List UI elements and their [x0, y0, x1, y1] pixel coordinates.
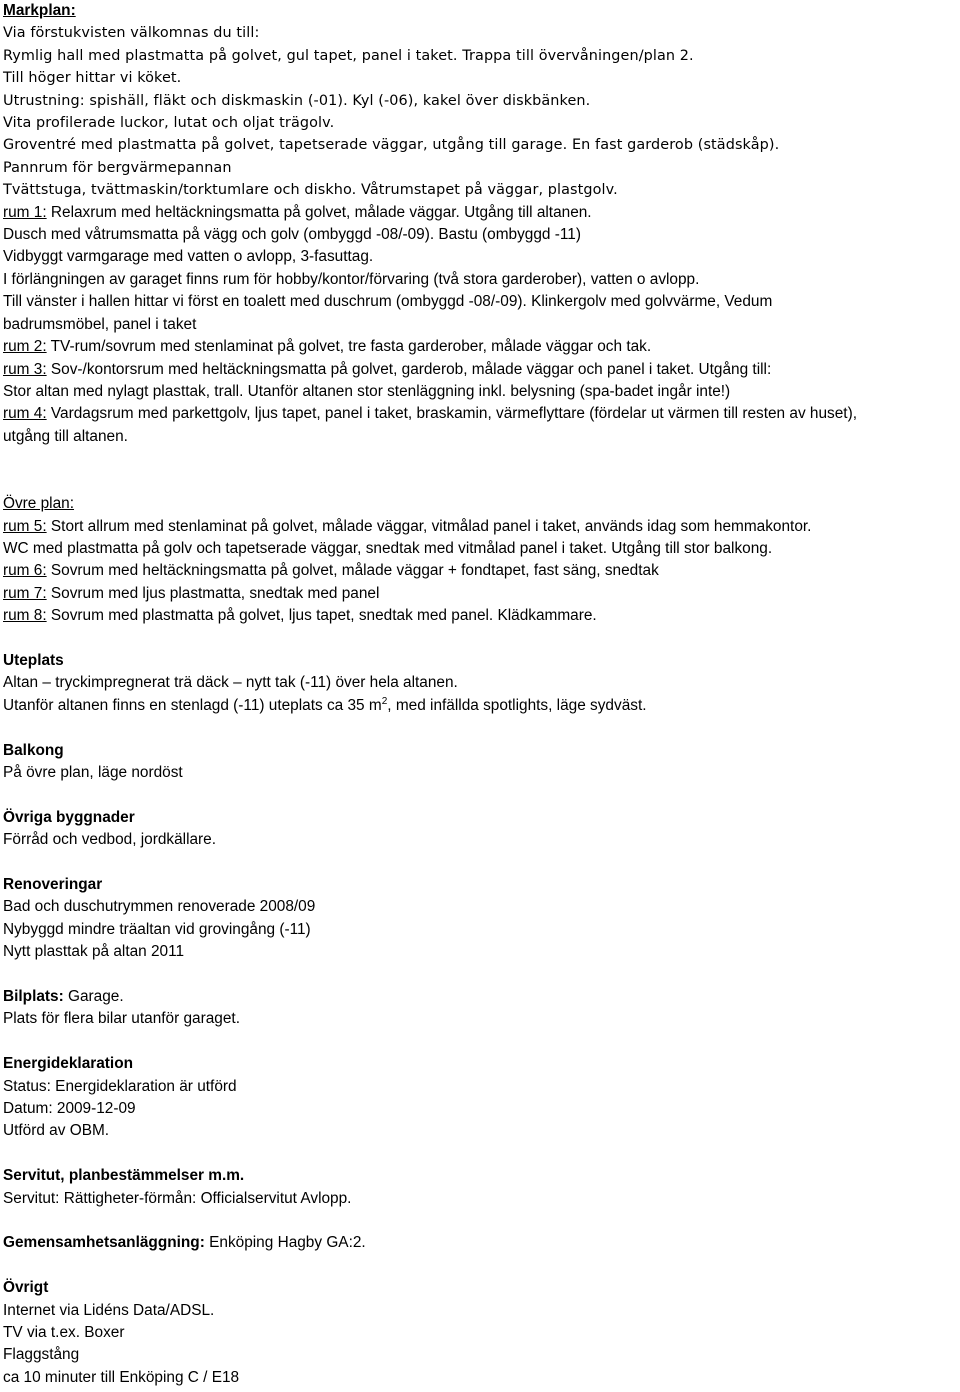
renoveringar-line-1: Bad och duschutrymmen renoverade 2008/09: [3, 898, 316, 916]
ovrigt-flaggstang: Flaggstång: [3, 1346, 80, 1364]
uteplats-line-2-b: , med infällda spotlights, läge sydväst.: [387, 696, 647, 714]
ovrigt-internet: Internet via Lidéns Data/ADSL.: [3, 1301, 215, 1319]
servitut-line-1: Servitut: Rättigheter-förmån: Officialservitut Avlopp.: [3, 1189, 352, 1207]
markplan-line-1: Via förstukvisten välkomnas du till:: [3, 25, 260, 42]
renoveringar-line-3: Nytt plasttak på altan 2011: [3, 943, 185, 961]
markplan-line-2: Rymlig hall med plastmatta på golvet, gul tapet, panel i taket. Trappa till övervåningen/plan 2.: [3, 47, 694, 64]
gemensamhet-value: Enköping Hagby GA:2.: [204, 1234, 366, 1252]
energideklaration-heading: Energideklaration: [3, 1055, 134, 1073]
rum-5-line: [3, 516, 958, 538]
section-spacer: [3, 964, 958, 986]
rum-3-text: Sov-/kontorsrum med heltäckningsmatta på golvet, garderob, målade väggar och panel i taket. Utgång till:: [46, 360, 772, 378]
rum-4-line: [3, 403, 958, 425]
rum-5-label: rum 5:: [3, 517, 47, 535]
markplan-line-4: Utrustning: spishäll, fläkt och diskmaskin (-01). Kyl (-06), kakel över diskbänken.: [3, 92, 591, 109]
uteplats-line-2-a: Utanför altanen finns en stenlagd (-11) uteplats ca 35 m: [3, 696, 382, 714]
rum-1-line: [3, 202, 958, 224]
markplan-line-11: I förlängningen av garaget finns rum för hobby/kontor/förvaring (två stora garderober), vatten o avlopp.: [3, 270, 700, 288]
markplan-line-5: Vita profilerade luckor, lutat och oljat trägolv.: [3, 115, 335, 132]
bilplats-value: Garage.: [63, 987, 124, 1005]
rum-2-line: [3, 336, 958, 358]
section-spacer: [3, 1031, 958, 1053]
bilplats-label: Bilplats:: [3, 987, 64, 1005]
markplan-heading: Markplan:: [3, 2, 76, 19]
rum-2-label: rum 2:: [3, 338, 47, 356]
rum-6-label: rum 6:: [3, 562, 47, 580]
rum-2-text: TV-rum/sovrum med stenlaminat på golvet, tre fasta garderober, målade väggar och tak.: [46, 338, 652, 356]
uteplats-line-1: Altan – tryckimpregnerat trä däck – nytt tak (-11) över hela altanen.: [3, 674, 458, 692]
document: [3, 0, 958, 1389]
ovriga-byggnader-line-1: Förråd och vedbod, jordkällare.: [3, 831, 217, 849]
wc-line: WC med plastmatta på golv och tapetserade väggar, snedtak med vitmålad panel i taket. Utgång till stor balkong.: [3, 539, 773, 557]
section-spacer: [3, 628, 958, 650]
rum-8-line: [3, 605, 958, 627]
bilplats-line: [3, 986, 958, 1008]
section-spacer: [3, 448, 958, 493]
markplan-line-3: Till höger hittar vi köket.: [3, 70, 182, 87]
markplan-line-7: Pannrum för bergvärmepannan: [3, 159, 232, 176]
energideklaration-datum: Datum: 2009-12-09: [3, 1100, 136, 1117]
bilplats-line-2: Plats för flera bilar utanför garaget.: [3, 1010, 240, 1028]
balkong-line-1: På övre plan, läge nordöst: [3, 763, 183, 781]
markplan-line-12: Till vänster i hallen hittar vi först en toalett med duschrum (ombyggd -08/-09). Klinkergolv med golvvärme, Vedum: [3, 293, 773, 311]
rum-6-line: [3, 560, 958, 582]
section-spacer: [3, 1210, 958, 1232]
markplan-line-6: Groventré med plastmatta på golvet, tapetserade väggar, utgång till garage. En fast garderob (städskåp).: [3, 137, 780, 154]
rum-3-label: rum 3:: [3, 360, 47, 378]
rum-6-text: Sovrum med heltäckningsmatta på golvet, målade väggar + fondtapet, fast säng, snedtak: [46, 562, 659, 580]
section-spacer: [3, 852, 958, 874]
gemensamhet-label: Gemensamhetsanläggning:: [3, 1234, 205, 1252]
rum-8-label: rum 8:: [3, 607, 47, 625]
rum-5-text: Stort allrum med stenlaminat på golvet, målade väggar, vitmålad panel i taket, används idag som hemmakontor.: [46, 517, 812, 535]
energideklaration-status: Status: Energideklaration är utförd: [3, 1077, 237, 1095]
ovrigt-tv: TV via t.ex. Boxer: [3, 1324, 125, 1342]
renoveringar-line-2: Nybyggd mindre träaltan vid grovingång (-11): [3, 920, 311, 938]
section-spacer: [3, 1255, 958, 1277]
ovre-plan-heading: Övre plan:: [3, 495, 75, 513]
balkong-heading: Balkong: [3, 741, 64, 759]
energideklaration-utford: Utförd av OBM.: [3, 1122, 110, 1140]
section-spacer: [3, 784, 958, 806]
uteplats-superscript: 2: [381, 695, 388, 707]
ovriga-byggnader-heading: Övriga byggnader: [3, 808, 135, 826]
markplan-line-13: badrumsmöbel, panel i taket: [3, 315, 197, 333]
section-spacer: [3, 1143, 958, 1165]
servitut-heading: Servitut, planbestämmelser m.m.: [3, 1167, 245, 1185]
markplan-line-8: Tvättstuga, tvättmaskin/torktumlare och diskho. Våtrumstapet på väggar, plastgolv.: [3, 182, 618, 199]
rum-4-text: Vardagsrum med parkettgolv, ljus tapet, panel i taket, braskamin, värmeflyttare (fördelar ut värmen till resten av huset),: [46, 405, 857, 423]
gemensamhet-line: [3, 1232, 958, 1254]
markplan-line-10: Vidbyggt varmgarage med vatten o avlopp, 3-fasuttag.: [3, 248, 374, 266]
renoveringar-heading: Renoveringar: [3, 875, 103, 893]
rum-7-text: Sovrum med ljus plastmatta, snedtak med panel: [46, 584, 380, 602]
rum-7-line: [3, 583, 958, 605]
rum-8-text: Sovrum med plastmatta på golvet, ljus tapet, snedtak med panel. Klädkammare.: [46, 607, 597, 625]
rum-4-line-2: utgång till altanen.: [3, 427, 128, 445]
rum-3-line-2: Stor altan med nylagt plasttak, trall. Utanför altanen stor stenläggning inkl. belysning (spa-badet ingår inte!): [3, 382, 731, 400]
rum-7-label: rum 7:: [3, 584, 47, 602]
rum-1-text: Relaxrum med heltäckningsmatta på golvet, målade väggar. Utgång till altanen.: [46, 203, 592, 221]
ovrigt-distans: ca 10 minuter till Enköping C / E18: [3, 1368, 240, 1386]
markplan-line-9: Dusch med våtrumsmatta på vägg och golv (ombyggd -08/-09). Bastu (ombyggd -11): [3, 226, 581, 244]
ovrigt-heading: Övrigt: [3, 1279, 49, 1297]
rum-4-label: rum 4:: [3, 405, 47, 423]
rum-3-line: [3, 359, 958, 381]
section-spacer: [3, 717, 958, 739]
uteplats-line-2: [3, 695, 958, 717]
uteplats-heading: Uteplats: [3, 651, 64, 669]
rum-1-label: rum 1:: [3, 203, 47, 221]
